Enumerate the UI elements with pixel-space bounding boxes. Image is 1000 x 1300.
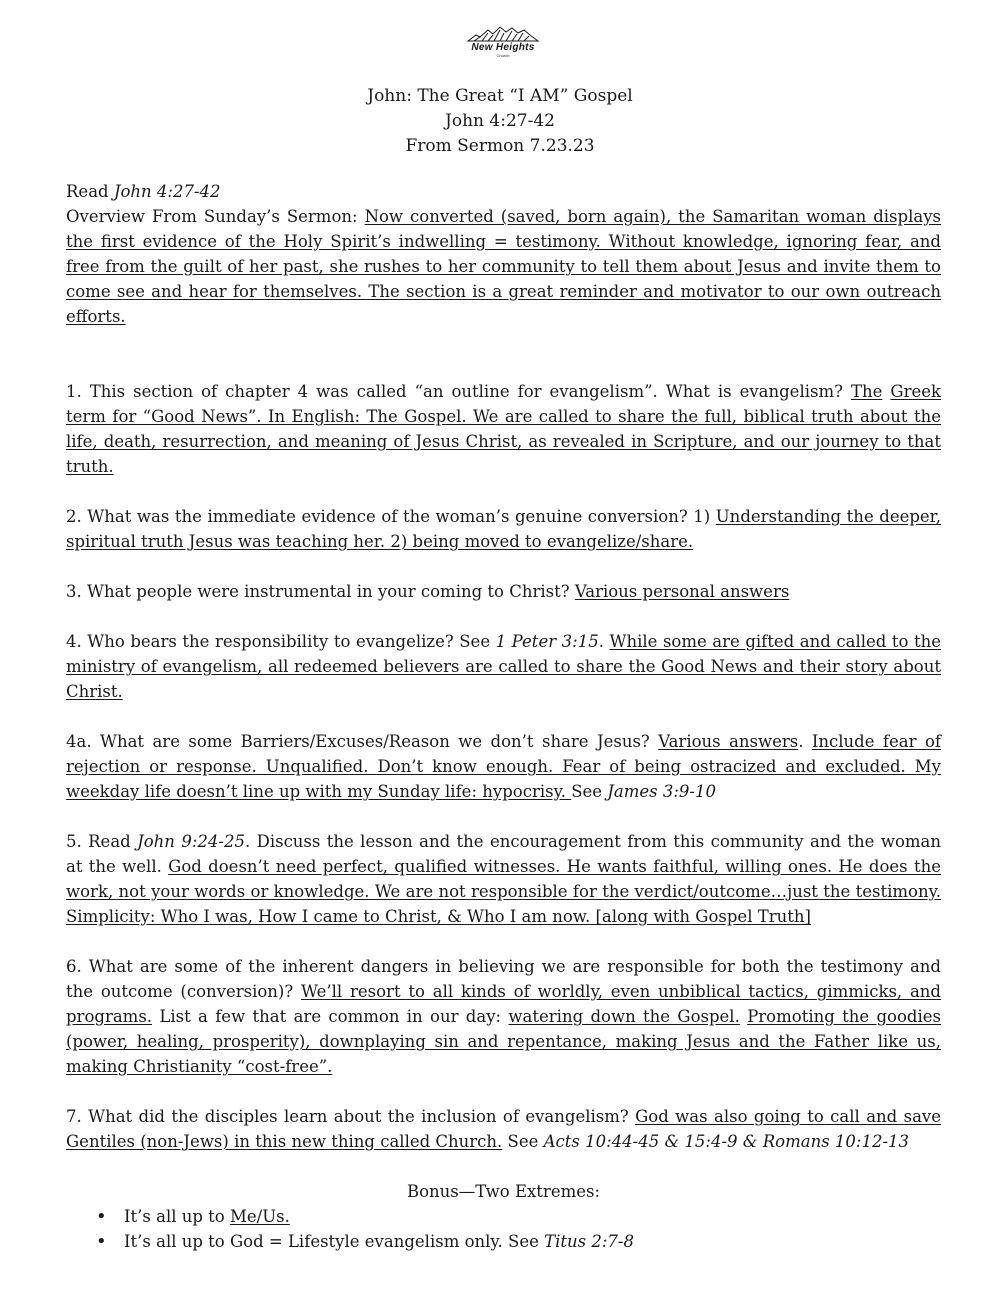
sermon-overview <box>66 204 941 329</box>
question-3-answer: Various personal answers <box>574 582 790 601</box>
question-4a-answer-b: Include fear of rejection or response. Unqualified. Don’t know enough. Fear of being ostracized and excluded. My weekday life doesn’t line up with my Sunday life: hypocrisy. <box>66 732 941 801</box>
question-4-separator: . <box>598 632 610 651</box>
question-5-text: . Discuss the lesson and the encouragement from this community and the woman at the well. <box>66 832 941 876</box>
bonus-item-2-reference: Titus 2:7-8 <box>544 1232 635 1251</box>
question-6-answer-b: watering down the Gospel. <box>508 1007 740 1026</box>
question-3 <box>66 579 941 604</box>
overview-label: Overview From Sunday’s Sermon: <box>66 207 365 226</box>
question-4-reference: 1 Peter 3:15 <box>495 632 599 651</box>
question-3-text: 3. What people were instrumental in your coming to Christ? <box>66 582 575 601</box>
question-6-text: 6. What are some of the inherent dangers in believing we are responsible for both the testimony and the outcome (conversion)? <box>66 957 941 1001</box>
question-6-mid: List a few that are common in our day: <box>152 1007 509 1026</box>
question-6 <box>66 954 941 1079</box>
read-passage <box>66 179 941 204</box>
question-1-text: 1. This section of chapter 4 was called “an outline for evangelism”. What is evangelism? <box>66 382 851 401</box>
list-item <box>124 1204 941 1229</box>
question-4a-answer-a: Various answers <box>658 732 799 751</box>
question-2-text: 2. What was the immediate evidence of the woman’s genuine conversion? 1) <box>66 507 716 526</box>
logo-subtitle: Church <box>496 53 510 58</box>
document-body <box>66 179 941 1254</box>
logo-name: New Heights <box>471 42 535 53</box>
question-4a-reference: James 3:9-10 <box>607 782 716 801</box>
question-6-answer-c: Promoting the goodies (power, healing, prosperity), downplaying sin and repentance, making Jesus and the Father like us, making Christianity “cost-free”. <box>66 1007 941 1076</box>
question-5-answer: God doesn’t need perfect, qualified witnesses. He wants faithful, willing ones. He does the work, not your words or knowledge. We are not responsible for the verdict/outcome…just the testimony. Simplicity: Who I was, How I came to Christ, & Who I am now. [along with Gospel Truth] <box>66 857 941 926</box>
question-4 <box>66 629 941 704</box>
list-item <box>124 1229 941 1254</box>
church-logo <box>462 26 544 66</box>
scripture-reference: John 4:27-42 <box>445 111 555 131</box>
bonus-item-2-text: It’s all up to God = Lifestyle evangelism only. See <box>124 1232 545 1251</box>
question-4a <box>66 729 941 804</box>
question-6-answer-a: We’ll resort to all kinds of worldly, even unbiblical tactics, gimmicks, and programs. <box>66 982 941 1026</box>
question-7 <box>66 1104 941 1154</box>
question-5-reference: John 9:24-25 <box>137 832 245 851</box>
question-2-answer: Understanding the deeper, spiritual truth Jesus was teaching her. 2) being moved to evangelize/share. <box>66 507 942 551</box>
question-1 <box>66 379 941 479</box>
question-7-see: See <box>502 1132 544 1151</box>
document-header <box>0 84 1000 159</box>
question-4a-see: See <box>571 782 608 801</box>
question-5-pre: 5. Read <box>66 832 138 851</box>
overview-text: Now converted (saved, born again), the Samaritan woman displays the first evidence of the Holy Spirit’s indwelling = testimony. Without knowledge, ignoring fear, and free from the guilt of her past, she rushes to her community to tell them about Jesus and invite them to come see and hear for themselves. The section is a great reminder and motivator to our own outreach efforts. <box>66 207 941 326</box>
mountains-icon <box>466 26 540 42</box>
question-7-text: 7. What did the disciples learn about the inclusion of evangelism? <box>66 1107 636 1126</box>
bonus-item-1-text: It’s all up to <box>124 1207 230 1226</box>
bonus-title: Bonus—Two Extremes: <box>406 1182 601 1201</box>
question-4-answer: While some are gifted and called to the ministry of evangelism, all redeemed believers are called to share the Good News and their story about Christ. <box>66 632 941 701</box>
question-7-reference: Acts 10:44-45 & 15:4-9 & Romans 10:12-13 <box>543 1132 910 1151</box>
read-reference: John 4:27-42 <box>113 182 221 201</box>
question-4-text: 4. Who bears the responsibility to evangelize? See <box>66 632 496 651</box>
question-4a-text: 4a. What are some Barriers/Excuses/Reason we don’t share Jesus? <box>66 732 659 751</box>
question-2 <box>66 504 941 554</box>
question-7-answer: God was also going to call and save Gentiles (non-Jews) in this new thing called Church. <box>66 1107 941 1151</box>
sermon-date: From Sermon 7.23.23 <box>405 136 595 156</box>
read-label: Read <box>66 182 114 201</box>
bonus-list <box>66 1204 941 1254</box>
question-4a-mid: . <box>798 732 812 751</box>
question-1-answer-b: Greek term for “Good News”. In English: The Gospel. We are called to share the full, biblical truth about the life, death, resurrection, and meaning of Jesus Christ, as revealed in Scripture, and our journey to that truth. <box>66 382 942 476</box>
bonus-item-1-answer: Me/Us. <box>230 1207 290 1226</box>
question-5 <box>66 829 941 929</box>
question-1-answer-a: The <box>850 382 883 401</box>
document-title: John: The Great “I AM” Gospel <box>367 86 633 106</box>
